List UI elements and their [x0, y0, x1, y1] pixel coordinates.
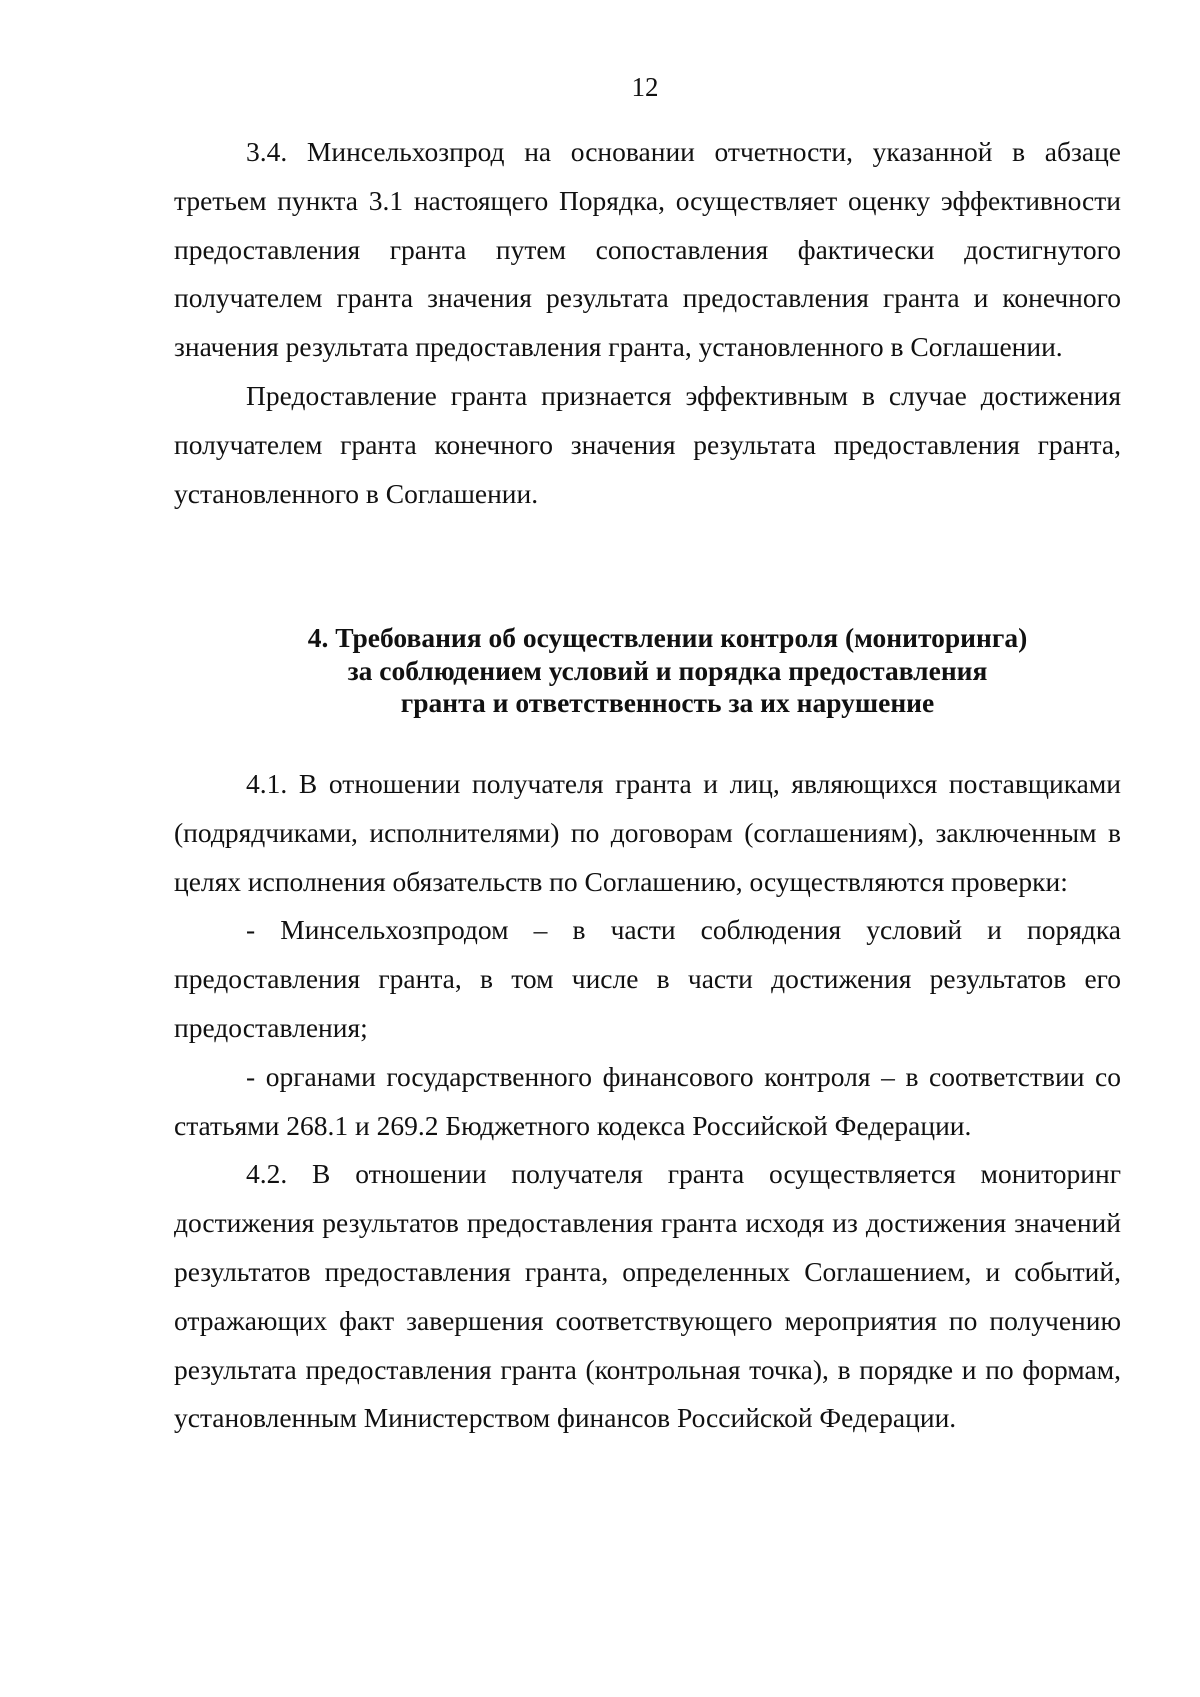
paragraph-grant-effectiveness: Предоставление гранта признается эффективным в случае достижения получателем гранта конечного значения результата предоставления гранта, установленного в Соглашении.: [174, 379, 1121, 509]
section-4-text: [174, 760, 1121, 1443]
page-number: 12: [631, 72, 659, 102]
section-3-text: [174, 128, 1121, 518]
section-4-heading: [174, 622, 1121, 720]
section-4-heading-line-2: за соблюдением условий и порядка предоставления: [347, 654, 988, 686]
paragraph-4-2: 4.2. В отношении получателя гранта осуществляется мониторинг достижения результатов предоставления гранта исходя из достижения значений результатов предоставления гранта, определенных Соглашением, и событий, отражающих факт завершения соответствующего мероприятия по получению результата предоставления гранта (контрольная точка), в порядке и по формам, установленным Министерством финансов Российской Федерации.: [174, 1158, 1121, 1434]
paragraph-4-1-item-ministry: - Минсельхозпродом – в части соблюдения условий и порядка предоставления гранта, в том числе в части достижения результатов его предоставления;: [174, 914, 1121, 1043]
section-4-heading-line-1: 4. Требования об осуществлении контроля (мониторинга): [307, 622, 1028, 653]
paragraph-4-1: 4.1. В отношении получателя гранта и лиц, являющихся поставщиками (подрядчиками, исполнителями) по договорам (соглашениям), заключенным в целях исполнения обязательств по Соглашению, осуществляются проверки:: [174, 768, 1121, 897]
section-4-heading-line-3: гранта и ответственность за их нарушение: [400, 687, 935, 718]
paragraph-4-1-item-financial-control: - органами государственного финансового контроля – в соответствии со статьями 268.1 и 269.2 Бюджетного кодекса Российской Федерации.: [174, 1060, 1121, 1141]
paragraph-3-4: 3.4. Минсельхозпрод на основании отчетности, указанной в абзаце третьем пункта 3.1 настоящего Порядка, осуществляет оценку эффективности предоставления гранта путем сопоставления фактически достигнутого получателем гранта значения результата предоставления гранта и конечного значения результата предоставления гранта, установленного в Соглашении.: [174, 136, 1121, 363]
